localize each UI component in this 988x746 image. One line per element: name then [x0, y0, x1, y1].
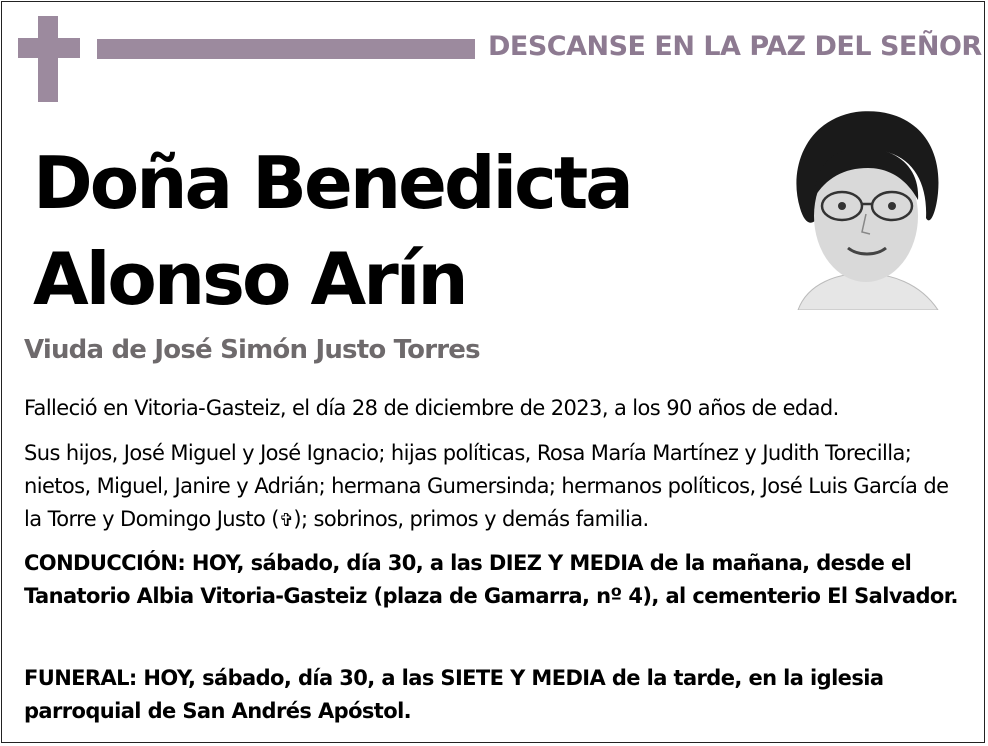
funeral-paragraph: FUNERAL: HOY, sábado, día 30, a las SIETE Y MEDIA de la tarde, en la iglesia parroquial de San Andrés Apóstol.: [24, 666, 884, 723]
cross-icon: ✞: [278, 510, 294, 531]
family-paragraph: [24, 437, 969, 537]
conduccion-paragraph: CONDUCCIÓN: HOY, sábado, día 30, a las DIEZ Y MEDIA de la mañana, desde el Tanatorio Albia Vitoria-Gasteiz (plaza de Gamarra, nº 4), al cementerio El Salvador.: [24, 551, 958, 608]
portrait-photo: [778, 98, 950, 310]
deceased-name: [33, 135, 753, 327]
name-line-1: Doña Benedicta: [33, 141, 631, 225]
family-text-end: ); sobrinos, primos y demás familia.: [293, 507, 649, 531]
subtitle-widow-of: Viuda de José Simón Justo Torres: [24, 335, 480, 365]
cross-icon-horizontal: [18, 38, 80, 58]
header-rule: [97, 39, 475, 59]
family-text-start: Sus hijos, José Miguel y José Ignacio; hijas políticas, Rosa María Martínez y Judith Torecilla; nietos, Miguel, Janire y Adrián; hermana Gumersinda; hermanos políticos, José Luis García de la Torre y Domingo Justo (: [24, 441, 949, 531]
cross-icon-vertical: [38, 16, 58, 102]
death-paragraph: Falleció en Vitoria-Gasteiz, el día 28 de diciembre de 2023, a los 90 años de edad.: [24, 396, 839, 420]
name-line-2: Alonso Arín: [33, 237, 466, 321]
header-title: DESCANSE EN LA PAZ DEL SEÑOR: [488, 31, 982, 62]
